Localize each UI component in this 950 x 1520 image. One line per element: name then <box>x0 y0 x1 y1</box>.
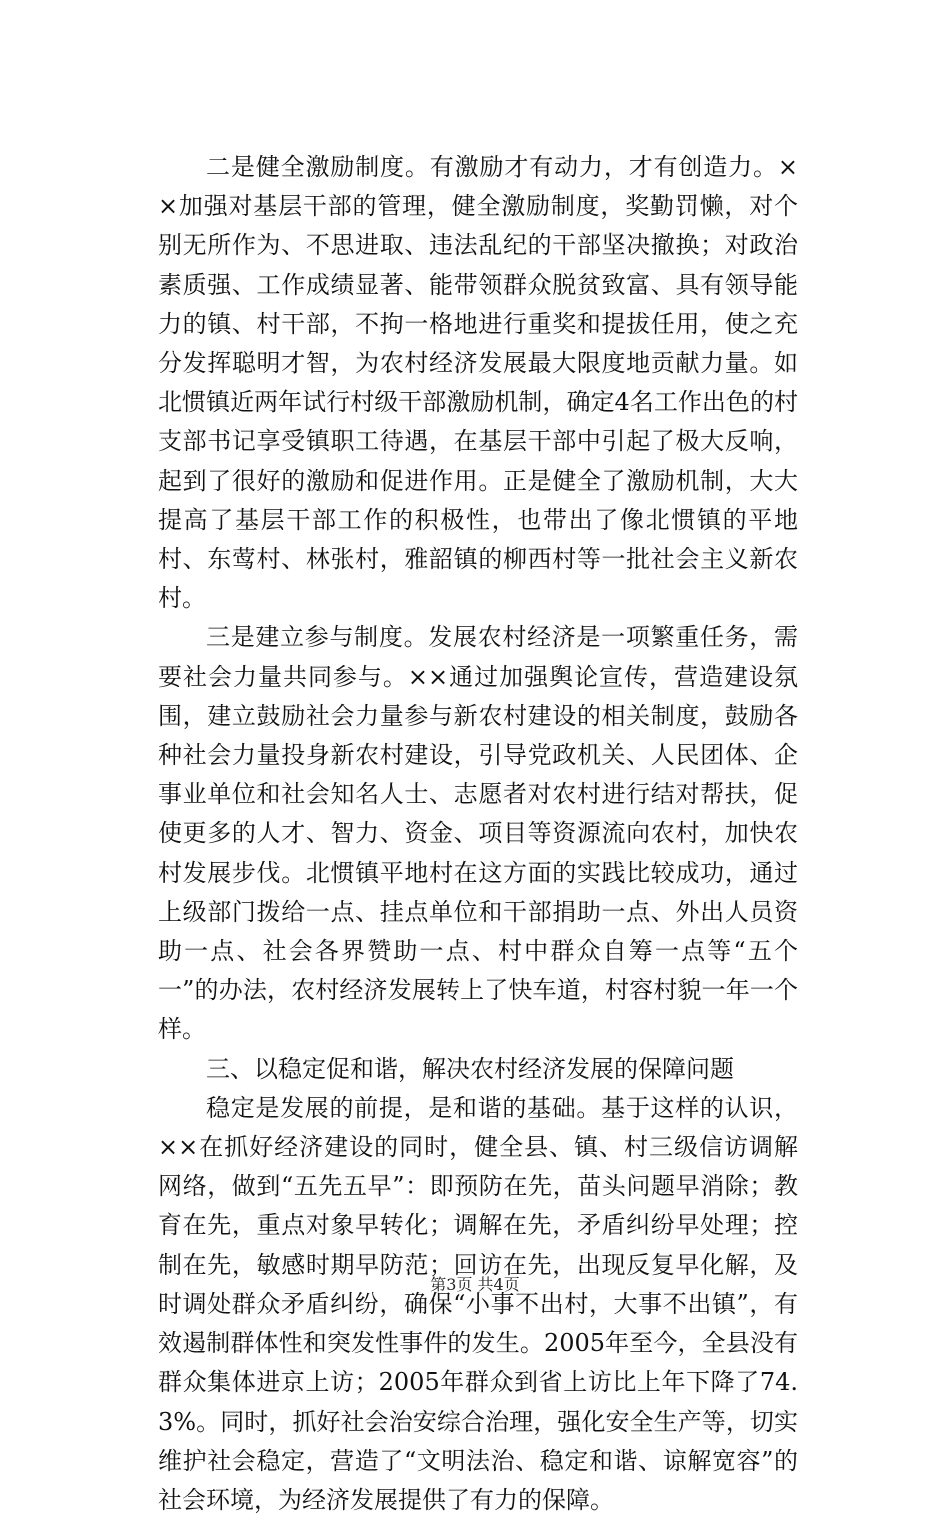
section-heading-stability: 三、以稳定促和谐，解决农村经济发展的保障问题 <box>206 1054 734 1083</box>
page-number-footer: 第3页 共4页 <box>430 1275 520 1294</box>
paragraph-stability: 稳定是发展的前提，是和谐的基础。基于这样的认识，××在抓好经济建设的同时，健全县、镇、村三级信访调解网络，做到“五先五早”：即预防在先，苗头问题早消除；教育在先，重点对象早转化；调解在先，矛盾纠纷早处理；控制在先，敏感时期早防范；回访在先，出现反复早化解，及时调处群众矛盾纠纷，确保“小事不出村，大事不出镇”，有效遏制群体性和突发性事件的发生。2005年至今，全县没有群众集体进京上访；2005年群众到省上访比上年下降了74.3%。同时，抓好社会治安综合治理，强化安全生产等，切实维护社会稳定，营造了“文明法治、稳定和谐、谅解宽容”的社会环境，为经济发展提供了有力的保障。 <box>158 1093 798 1514</box>
paragraph-incentive-system: 二是健全激励制度。有激励才有动力，才有创造力。××加强对基层干部的管理，健全激励制度，奖勤罚懒，对个别无所作为、不思进取、违法乱纪的干部坚决撤换；对政治素质强、工作成绩显著、能带领群众脱贫致富、具有领导能力的镇、村干部，不拘一格地进行重奖和提拔任用，使之充分发挥聪明才智，为农村经济发展最大限度地贡献力量。如北惯镇近两年试行村级干部激励机制，确定4名工作出色的村支部书记享受镇职工待遇，在基层干部中引起了极大反响，起到了很好的激励和促进作用。正是健全了激励机制，大大提高了基层干部工作的积极性，也带出了像北惯镇的平地村、东莺村、林张村，雅韶镇的柳西村等一批社会主义新农村。 <box>158 153 798 613</box>
paragraph-participation-system: 三是建立参与制度。发展农村经济是一项繁重任务，需要社会力量共同参与。××通过加强舆论宣传，营造建设氛围，建立鼓励社会力量参与新农村建设的相关制度，鼓励各种社会力量投身新农村建设，引导党政机关、人民团体、企事业单位和社会知名人士、志愿者对农村进行结对帮扶，促使更多的人才、智力、资金、项目等资源流向农村，加快农村发展步伐。北惯镇平地村在这方面的实践比较成功，通过上级部门拨给一点、挂点单位和干部捐助一点、外出人员资助一点、社会各界赞助一点、村中群众自筹一点等“五个一”的办法，农村经济发展转上了快车道，村容村貌一年一个样。 <box>158 623 798 1044</box>
document-body <box>158 148 798 1520</box>
